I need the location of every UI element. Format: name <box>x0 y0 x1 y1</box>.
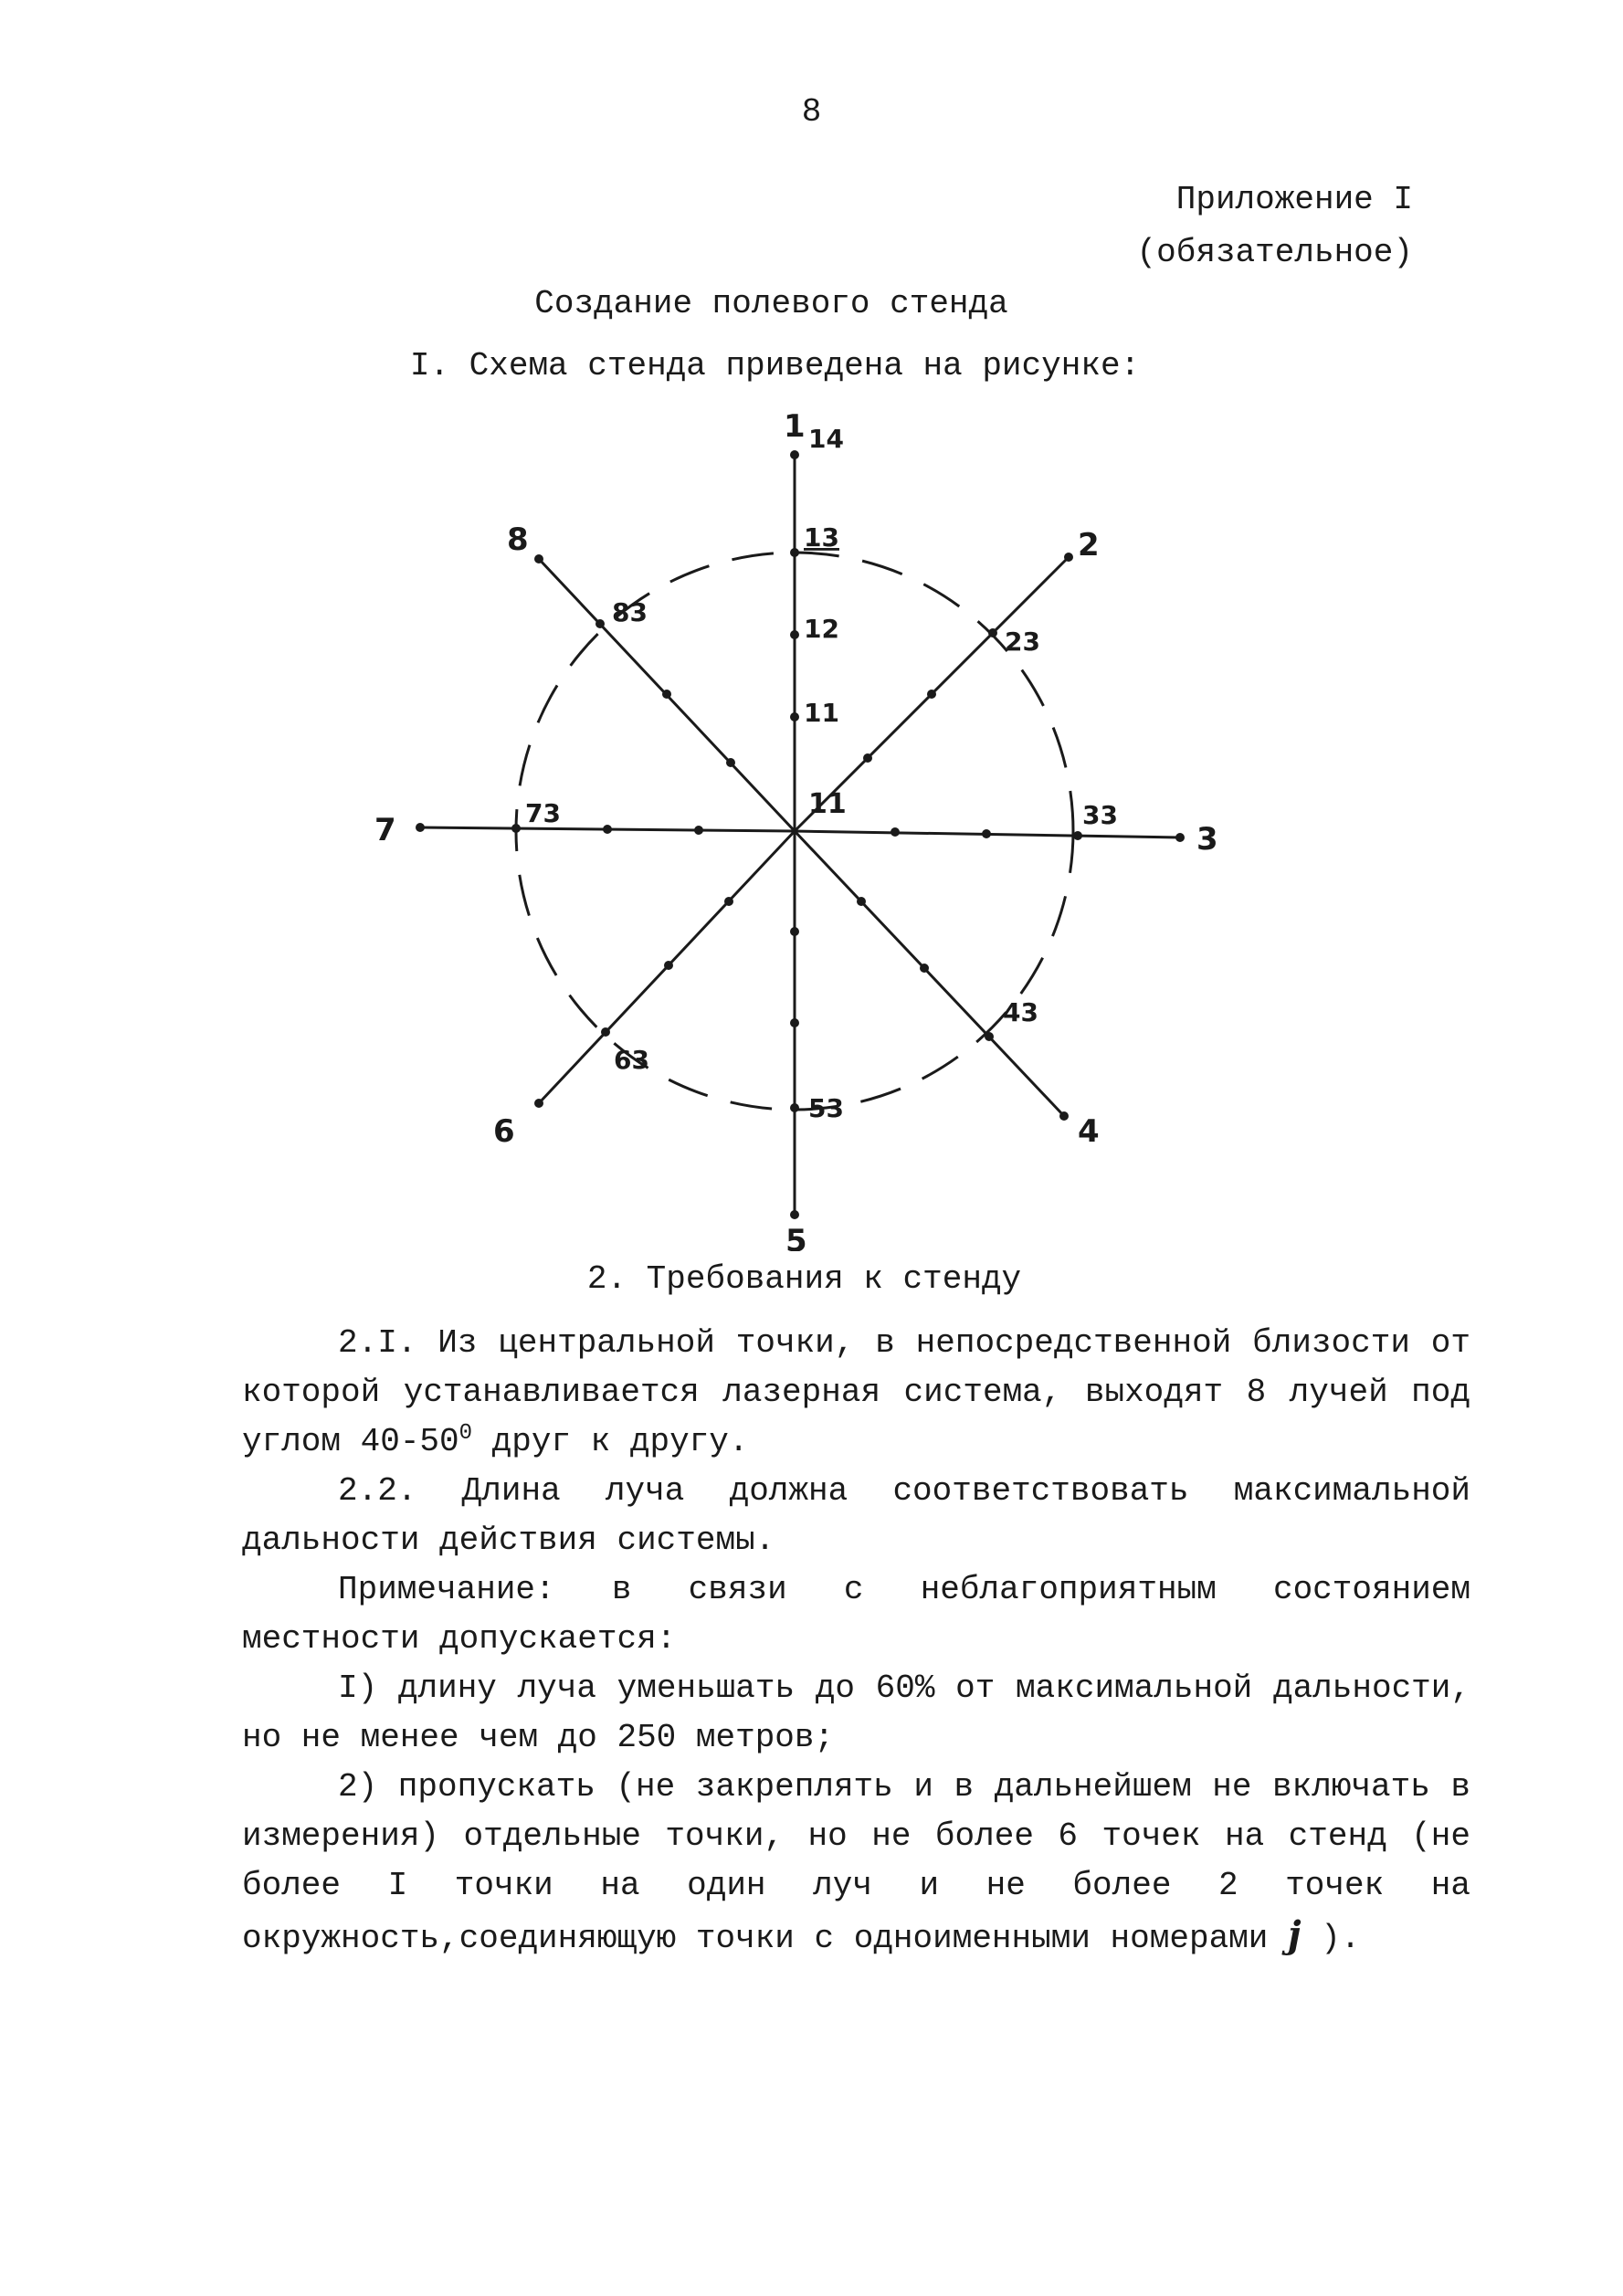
point-82 <box>662 690 671 699</box>
point-52 <box>790 1018 799 1027</box>
point-11 <box>790 712 799 721</box>
point-label-63: 63 <box>614 1045 649 1075</box>
stand-diagram-svg <box>347 402 1260 1251</box>
ray-label-3: 3 <box>1196 821 1218 858</box>
point-51 <box>790 927 799 936</box>
point-62 <box>664 961 673 970</box>
point-3-end <box>1175 833 1185 842</box>
point-43 <box>985 1032 994 1041</box>
paragraph-2-2: 2.2. Длина луча должна соответствовать максимальной дальности действия системы. <box>242 1472 1470 1559</box>
index-j-mark: j <box>1288 1913 1302 1956</box>
point-23 <box>988 628 997 637</box>
point-13 <box>790 548 799 557</box>
point-14 <box>790 450 799 459</box>
point-label-12: 12 <box>804 614 839 644</box>
point-21 <box>863 753 872 763</box>
note-item-2-text: 2) пропускать (не закреплять и в дальнейшем не включать в измерения) отдельные точки, но не более 6 точек на стенд (не более I точки на один луч и не более 2 точек на окружность,соединяющую точки с одноименными номерами <box>242 1768 1470 1957</box>
point-53 <box>790 1103 799 1112</box>
point-2-end <box>1064 553 1073 562</box>
ray-4 <box>795 831 1064 1116</box>
note-paragraph: Примечание: в связи с неблагоприятным состоянием местности допускается: <box>242 1571 1470 1658</box>
ray-label-6: 6 <box>493 1113 515 1150</box>
point-63 <box>601 1027 610 1037</box>
document-title: Создание полевого стенда <box>534 285 1008 322</box>
ray-label-8: 8 <box>507 521 529 558</box>
point-12 <box>790 630 799 639</box>
point-label-73: 73 <box>525 798 561 828</box>
point-22 <box>927 690 936 699</box>
point-8-end <box>534 554 543 563</box>
paragraph-2-1-text: 2.I. Из центральной точки, в непосредственной близости от которой устанавливается лазерная система, выходят 8 лучей под углом 40-50 <box>242 1324 1470 1460</box>
point-32 <box>982 829 991 838</box>
point-label-23: 23 <box>1005 627 1040 657</box>
stand-diagram <box>347 402 1260 1256</box>
point-label-center: 11 <box>808 788 847 820</box>
appendix-label: Приложение I <box>1175 181 1413 218</box>
point-label-43: 43 <box>1003 997 1038 1027</box>
section-1-heading: I. Схема стенда приведена на рисунке: <box>409 347 1141 384</box>
point-72 <box>603 825 612 834</box>
point-label-14: 14 <box>808 424 844 454</box>
ray-label-7: 7 <box>374 812 396 848</box>
point-31 <box>891 827 900 837</box>
point-label-33: 33 <box>1082 800 1118 830</box>
section-2-heading: 2. Требования к стенду <box>586 1260 1022 1298</box>
requirements-text <box>242 1319 1470 1964</box>
point-label-11: 11 <box>804 698 839 728</box>
point-label-83: 83 <box>612 597 648 627</box>
note-item-2 <box>242 1763 1470 1964</box>
ray-label-5: 5 <box>785 1223 807 1251</box>
point-6-end <box>534 1099 543 1108</box>
degree-superscript: 0 <box>458 1421 473 1446</box>
point-label-53: 53 <box>808 1093 844 1123</box>
point-label-13: 13 <box>804 522 839 553</box>
point-42 <box>920 964 929 973</box>
ray-label-4: 4 <box>1078 1113 1100 1150</box>
appendix-heading <box>1137 174 1413 279</box>
point-61 <box>724 897 733 906</box>
point-81 <box>726 758 735 767</box>
ray-label-2: 2 <box>1078 527 1100 563</box>
note-item-1: I) длину луча уменьшать до 60% от максимальной дальности, но не менее чем до 250 метров; <box>242 1669 1470 1756</box>
point-33 <box>1073 831 1082 840</box>
point-7-end <box>416 823 425 832</box>
paragraph-2-1-end: друг к другу. <box>472 1423 749 1460</box>
point-71 <box>694 826 703 835</box>
note-item-2-end: ). <box>1301 1920 1361 1957</box>
paragraph-2-1 <box>242 1319 1470 1467</box>
point-4-end <box>1059 1111 1069 1121</box>
page-number: 8 <box>801 93 822 131</box>
appendix-status: (обязательное) <box>1136 234 1413 271</box>
point-83 <box>595 619 605 628</box>
ray-label-1: 1 <box>784 408 806 445</box>
point-41 <box>857 897 866 906</box>
point-5-end <box>790 1210 799 1219</box>
point-73 <box>511 824 521 833</box>
